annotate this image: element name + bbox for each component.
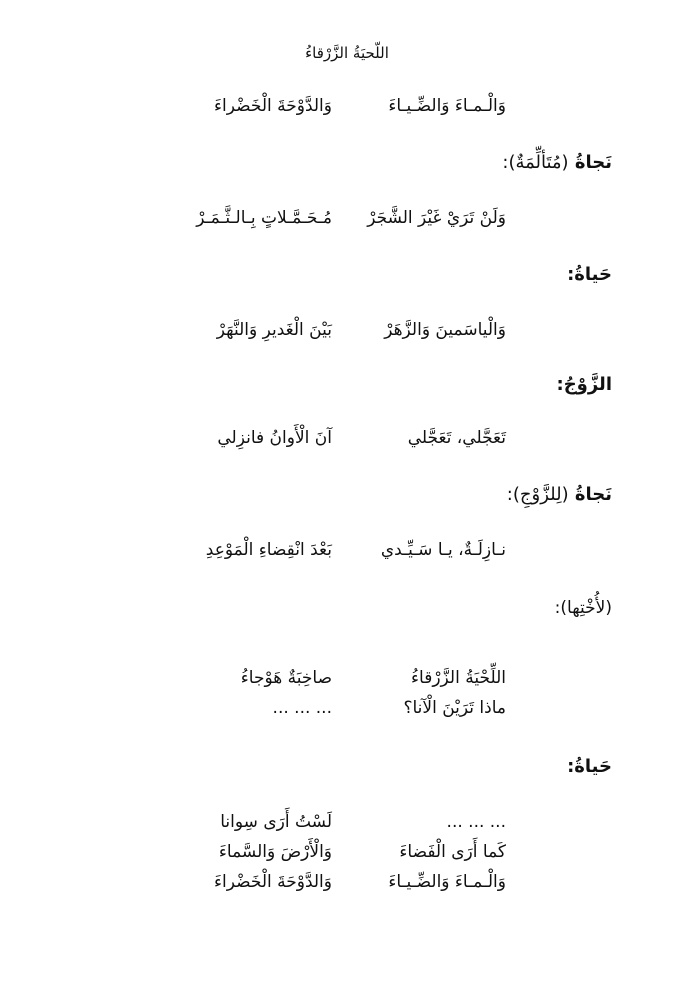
verse-hemistich-second: وَالدَّوْحَةَ الْخَضْراءَ xyxy=(214,96,332,116)
verse-hemistich-first: اللِّحْيَةُ الزَّرْقاءُ xyxy=(411,668,506,688)
verse-hemistich-first: ماذا تَرَيْنَ الْآنا؟ xyxy=(403,698,506,718)
speaker-heading xyxy=(567,264,612,285)
stage-direction: (لأُخْتِها): xyxy=(554,598,612,618)
verse-hemistich-second: وَالدَّوْحَةَ الْخَضْراءَ xyxy=(214,872,332,892)
verse-hemistich-first: ... ... ... xyxy=(446,812,506,832)
verse-hemistich-second: بَيْنَ الْغَديرِ وَالنَّهَرْ xyxy=(216,320,332,340)
verse-hemistich-second: مُـحَـمَّـلاتٍ بِـالـثَّـمَـرْ xyxy=(196,208,332,228)
stage-direction: (لِلزَّوْجِ): xyxy=(506,484,569,505)
verse-hemistich-second: ... ... ... xyxy=(272,698,332,718)
verse-hemistich-first: وَالْـمـاءَ وَالضِّـيـاءَ xyxy=(388,96,506,116)
verse-hemistich-first: كَما أَرَى الْفَضاءَ xyxy=(399,842,506,862)
speaker-name: نَجاةُ xyxy=(574,484,612,505)
speaker-heading xyxy=(502,152,612,173)
speaker-name: حَياةُ: xyxy=(567,264,612,285)
verse-hemistich-second: آنَ الْأَوانُ فانزِلي xyxy=(217,428,332,448)
verse-hemistich-first: وَالْياسَمينَ وَالزَّهَرْ xyxy=(384,320,506,340)
speaker-name: نَجاةُ xyxy=(574,152,612,173)
stage-direction: (مُتَألِّمَةٌ): xyxy=(502,152,569,173)
verse-hemistich-first: وَلَنْ تَرَيْ غَيْرَ الشَّجَرْ xyxy=(367,208,506,228)
verse-hemistich-second: صاخِبَةٌ هَوْجاءُ xyxy=(240,668,332,688)
page-title: اللّحيَةُ الزَّرْقاءُ xyxy=(305,44,389,62)
verse-hemistich-first: تَعَجَّلي، تَعَجَّلي xyxy=(407,428,506,448)
verse-hemistich-first: نـازِلَـةٌ، يـا سَـيِّـدي xyxy=(380,540,506,560)
speaker-heading xyxy=(557,374,613,395)
speaker-name: الزَّوْجُ: xyxy=(556,374,612,395)
verse-hemistich-second: وَالْأَرْضَ وَالسَّماءَ xyxy=(218,842,332,862)
verse-hemistich-second: بَعْدَ انْقِضاءِ الْمَوْعِدِ xyxy=(205,540,332,560)
verse-hemistich-first: وَالْـمـاءَ وَالضِّـيـاءَ xyxy=(388,872,506,892)
speaker-heading xyxy=(567,756,612,777)
verse-hemistich-second: لَسْتُ أَرَى سِوانا xyxy=(220,812,332,832)
speaker-heading xyxy=(507,484,612,505)
speaker-name: حَياةُ: xyxy=(567,756,612,777)
